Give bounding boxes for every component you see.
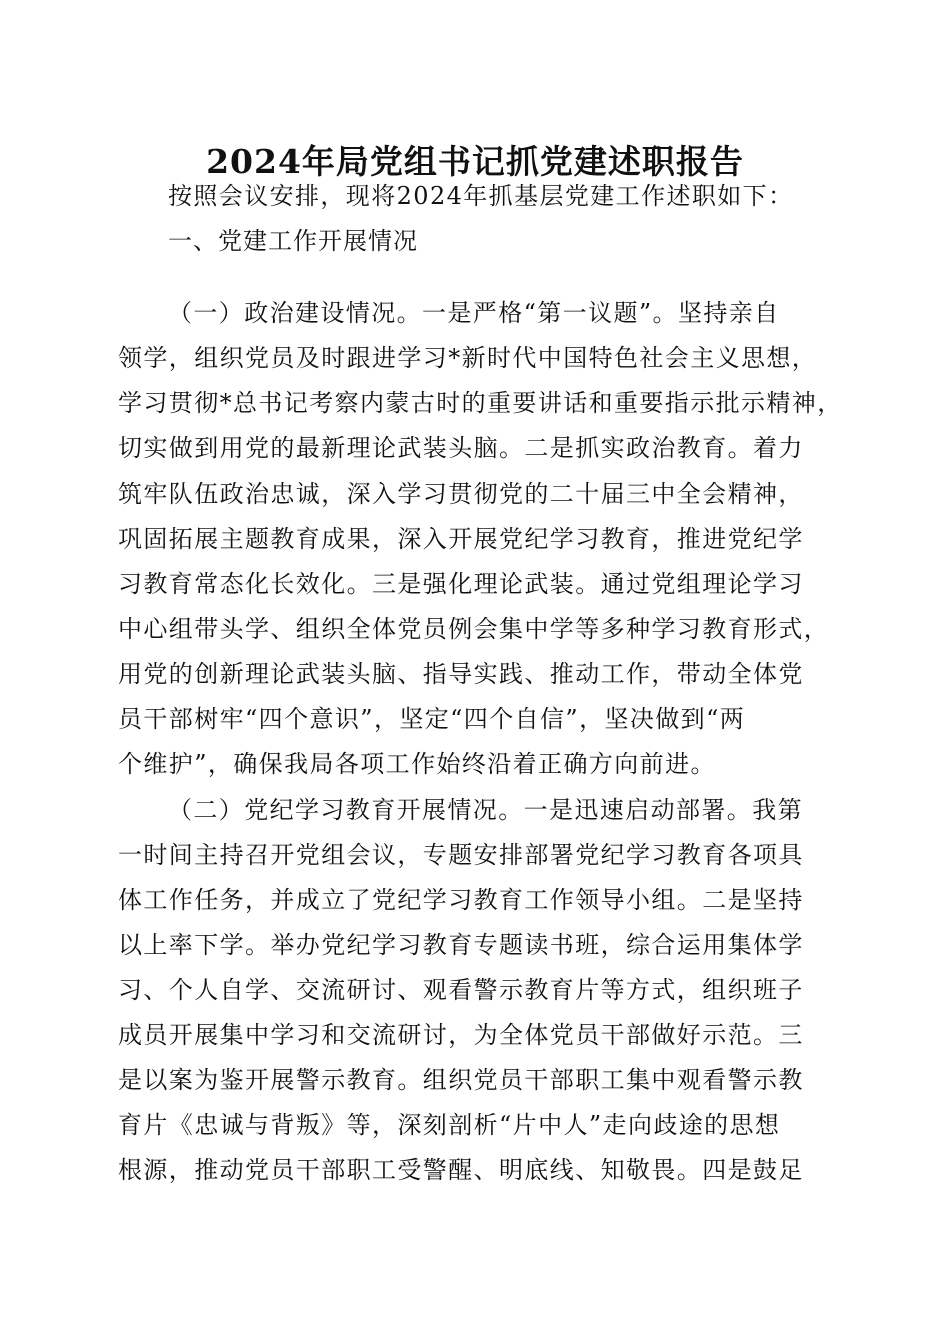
body-line: 巩固拓展主题教育成果，深入开展党纪学习教育，推进党纪学	[118, 525, 804, 553]
body-line: 育片《忠诚与背叛》等，深刻剖析“片中人”走向歧途的思想	[118, 1111, 781, 1139]
body-line: 用党的创新理论武装头脑、指导实践、推动工作，带动全体党	[118, 660, 804, 688]
body-line: 成员开展集中学习和交流研讨，为全体党员干部做好示范。三	[118, 1021, 804, 1049]
body-line: 根源，推动党员干部职工受警醒、明底线、知敬畏。四是鼓足	[118, 1156, 804, 1184]
body-line: 筑牢队伍政治忠诚，深入学习贯彻党的二十届三中全会精神，	[118, 480, 804, 508]
body-line: 习、个人自学、交流研讨、观看警示教育片等方式，组织班子	[118, 976, 804, 1004]
section-heading: 一、党建工作开展情况	[168, 227, 418, 255]
body-line: 以上率下学。举办党纪学习教育专题读书班，综合运用集体学	[118, 931, 804, 959]
body-line: （一）政治建设情况。一是严格“第一议题”。坚持亲自	[168, 299, 780, 327]
body-line: 一时间主持召开党组会议，专题安排部署党纪学习教育各项具	[118, 841, 804, 869]
body-line: 是以案为鉴开展警示教育。组织党员干部职工集中观看警示教	[118, 1066, 804, 1094]
body-line: 习教育常态化长效化。三是强化理论武装。通过党组理论学习	[118, 570, 804, 598]
body-line: 中心组带头学、组织全体党员例会集中学等多种学习教育形式，	[118, 615, 830, 643]
intro-paragraph: 按照会议安排，现将2024年抓基层党建工作述职如下：	[168, 182, 794, 210]
body-line: （二）党纪学习教育开展情况。一是迅速启动部署。我第	[168, 796, 803, 824]
document-title: 2024年局党组书记抓党建述职报告	[206, 142, 744, 181]
body-line: 切实做到用党的最新理论武装头脑。二是抓实政治教育。着力	[118, 434, 804, 462]
body-line: 个维护”，确保我局各项工作始终沿着正确方向前进。	[118, 750, 716, 778]
body-line: 学习贯彻*总书记考察内蒙古时的重要讲话和重要指示批示精神，	[118, 389, 843, 417]
body-line: 员干部树牢“四个意识”，坚定“四个自信”，坚决做到“两	[118, 705, 746, 733]
body-line: 领学，组织党员及时跟进学习*新时代中国特色社会主义思想，	[118, 344, 818, 372]
body-line: 体工作任务，并成立了党纪学习教育工作领导小组。二是坚持	[118, 886, 804, 914]
